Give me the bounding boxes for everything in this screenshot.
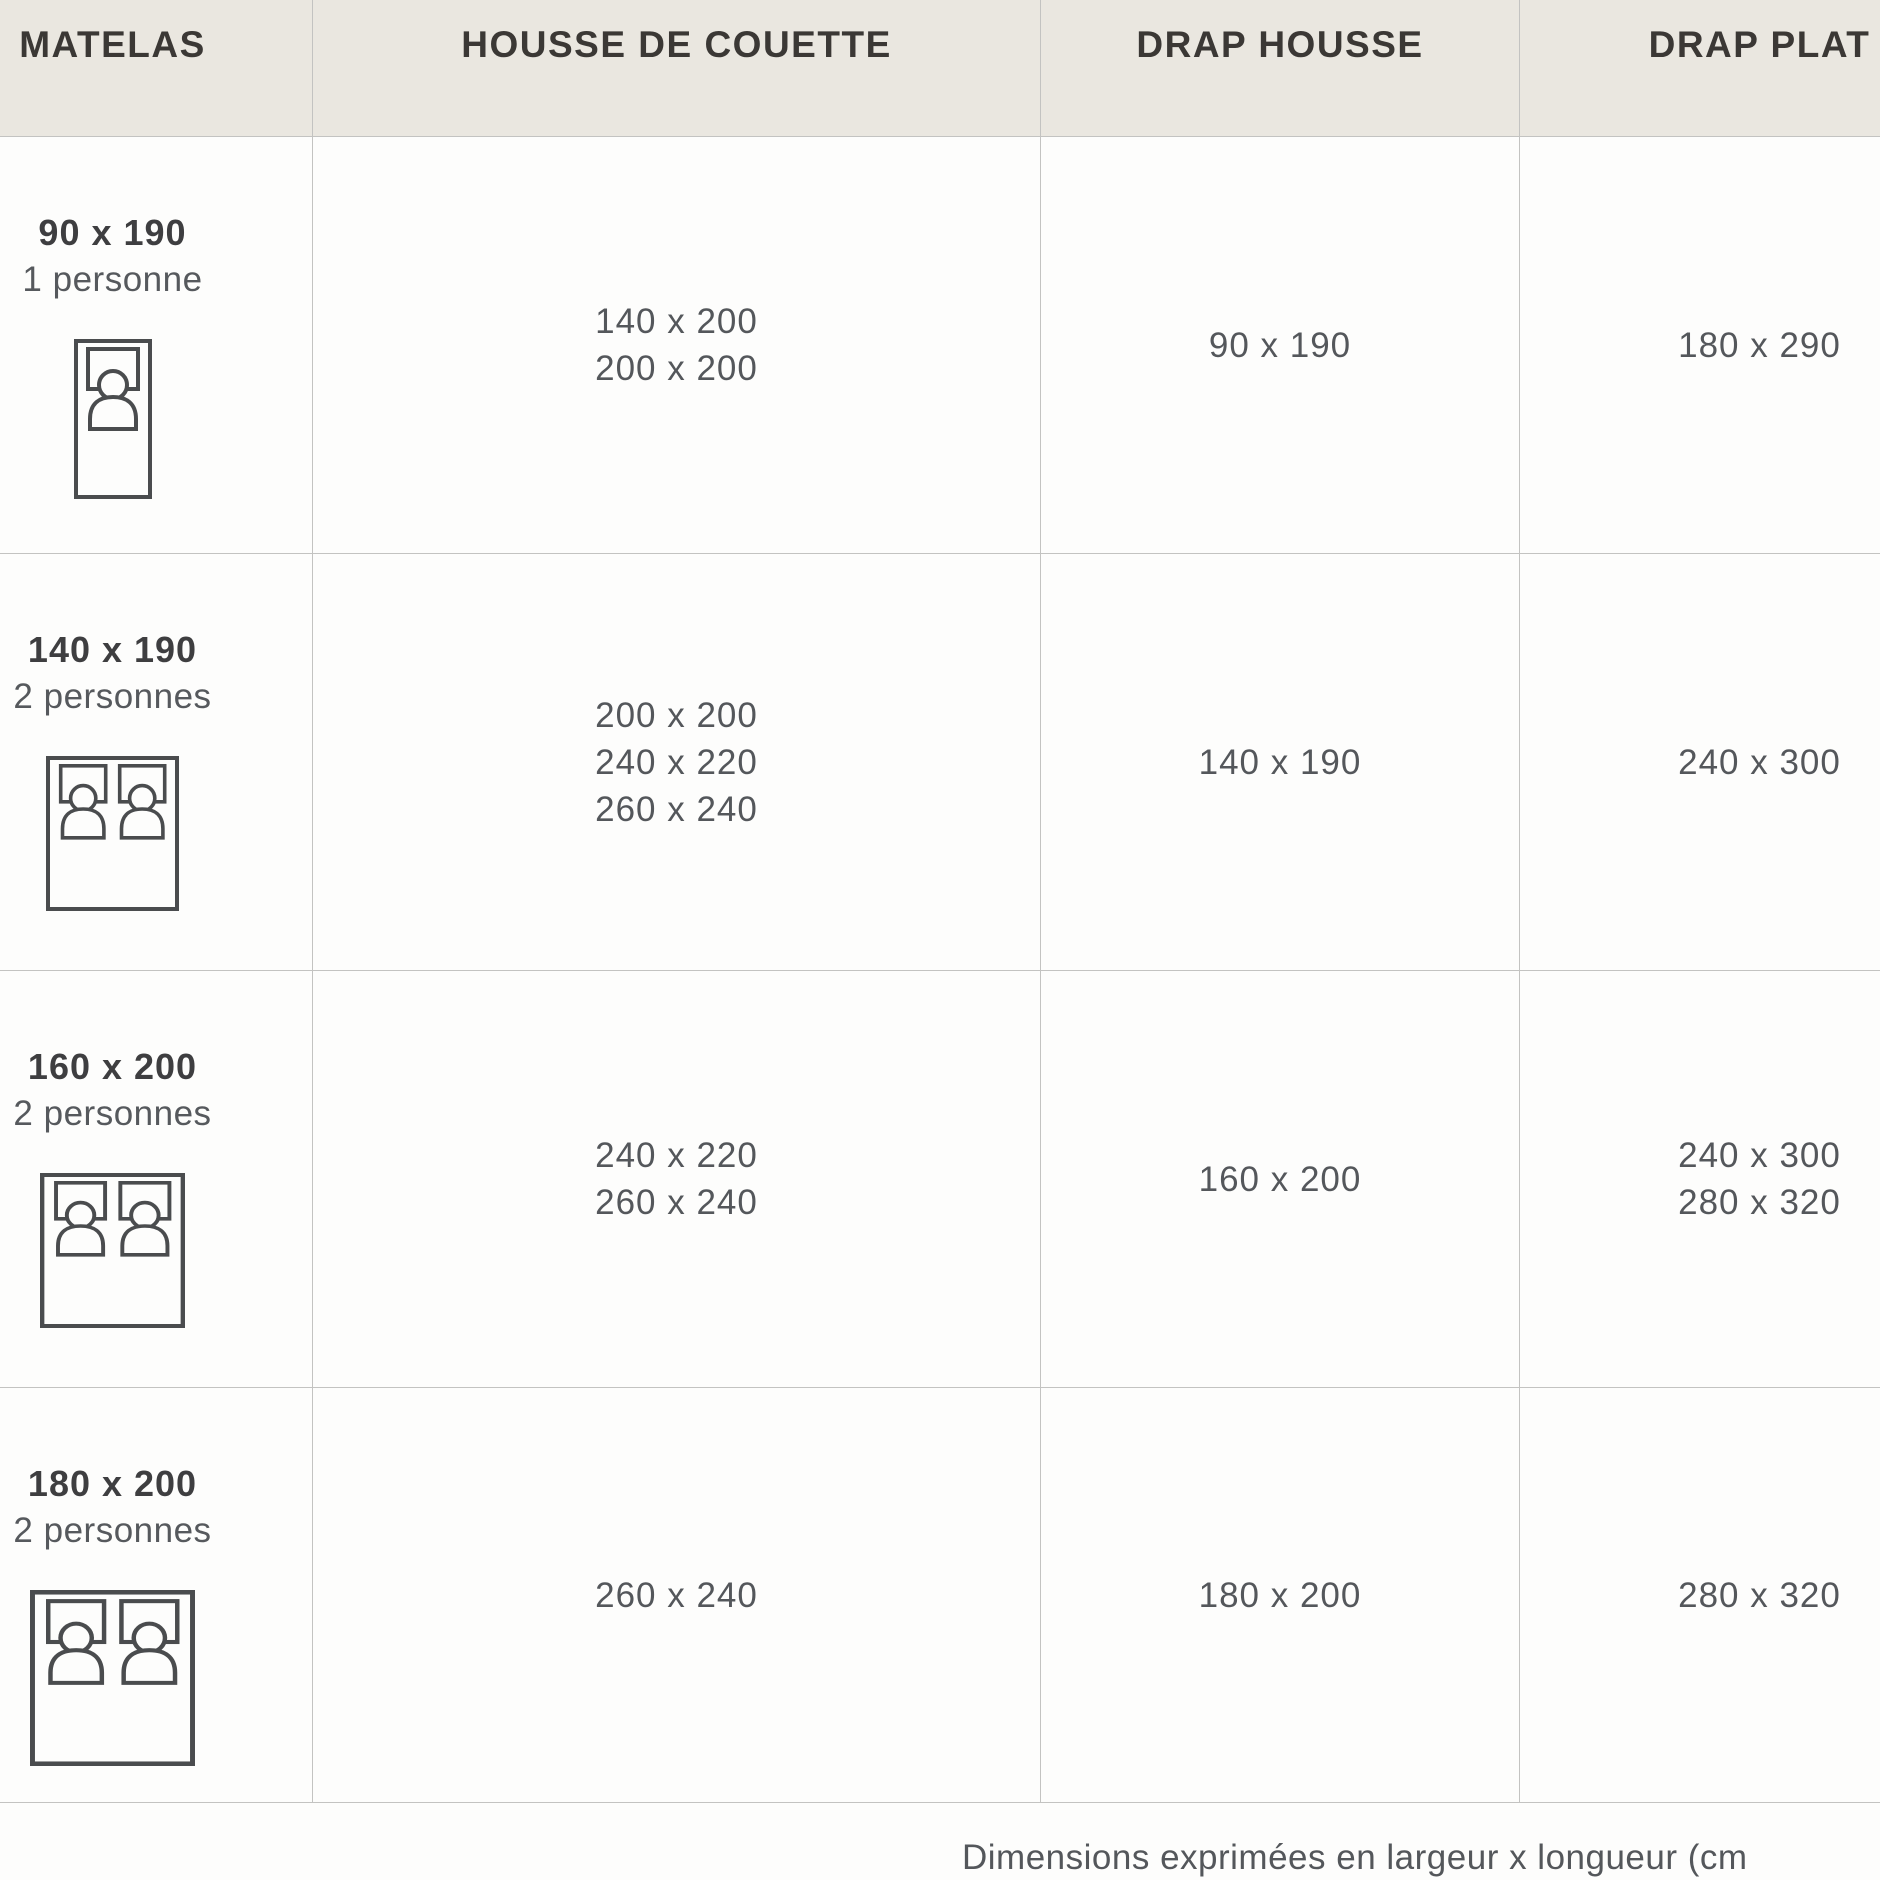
dimension-value: 180 x 200 bbox=[1198, 1575, 1362, 1615]
table-row-cell-drap-plat bbox=[1520, 971, 1880, 1388]
table-row-cell-drap-plat bbox=[1520, 554, 1880, 971]
dimension-value: 260 x 240 bbox=[595, 789, 758, 829]
table-row-cell-housse-de-couette bbox=[313, 137, 1041, 554]
dimension-value: 140 x 200 bbox=[595, 302, 758, 341]
capacity-label: 2 personnes bbox=[13, 677, 212, 716]
dimension-value: 260 x 240 bbox=[595, 1575, 758, 1615]
column-header-drap-plat: DRAP PLAT bbox=[1520, 0, 1880, 137]
table-row-cell-housse-de-couette bbox=[313, 971, 1041, 1388]
table-row-cell-drap-housse bbox=[1041, 137, 1520, 554]
mattress-size-label: 140 x 190 bbox=[27, 629, 198, 670]
column-header-drap-housse: DRAP HOUSSE bbox=[1041, 0, 1520, 137]
dimension-value: 180 x 290 bbox=[1678, 325, 1841, 365]
dimension-value: 90 x 190 bbox=[1208, 325, 1352, 365]
dimension-value: 280 x 320 bbox=[1678, 1183, 1841, 1222]
dimension-value: 200 x 200 bbox=[595, 695, 758, 735]
table-row-cell-drap-plat bbox=[1520, 137, 1880, 554]
dimension-value: 140 x 190 bbox=[1198, 742, 1362, 782]
column-header-housse-de-couette: HOUSSE DE COUETTE bbox=[313, 0, 1041, 137]
capacity-label: 2 personnes bbox=[13, 1094, 212, 1133]
table-row-cell-matelas bbox=[0, 971, 313, 1388]
table-row-cell-matelas bbox=[0, 1388, 313, 1803]
table-row-cell-housse-de-couette bbox=[313, 1388, 1041, 1803]
mattress-size-label: 90 x 190 bbox=[38, 212, 187, 253]
double-bed-icon bbox=[46, 756, 179, 911]
double-bed-icon bbox=[30, 1590, 195, 1766]
dimension-value: 240 x 300 bbox=[1678, 742, 1841, 782]
table-row-cell-matelas bbox=[0, 137, 313, 554]
table-row-cell-matelas bbox=[0, 554, 313, 971]
single-bed-icon bbox=[74, 339, 152, 499]
dimension-value: 200 x 200 bbox=[595, 349, 758, 388]
table-row-cell-drap-housse bbox=[1041, 971, 1520, 1388]
capacity-label: 2 personnes bbox=[13, 1511, 212, 1550]
double-bed-icon bbox=[40, 1173, 185, 1328]
dimension-value: 260 x 240 bbox=[595, 1183, 758, 1222]
table-row-cell-housse-de-couette bbox=[313, 554, 1041, 971]
dimension-value: 240 x 220 bbox=[595, 1136, 758, 1175]
capacity-label: 1 personne bbox=[22, 260, 203, 299]
dimension-value: 240 x 300 bbox=[1678, 1136, 1841, 1175]
table-row-cell-drap-plat bbox=[1520, 1388, 1880, 1803]
dimension-value: 160 x 200 bbox=[1198, 1159, 1362, 1199]
dimension-value: 240 x 220 bbox=[595, 742, 758, 782]
dimension-value: 280 x 320 bbox=[1678, 1575, 1841, 1615]
mattress-size-label: 180 x 200 bbox=[27, 1463, 198, 1504]
column-header-matelas: MATELAS bbox=[0, 0, 313, 137]
table-row-cell-drap-housse bbox=[1041, 1388, 1520, 1803]
dimensions-unit-note: Dimensions exprimées en largeur x longueur (cm bbox=[962, 1838, 1748, 1877]
mattress-size-label: 160 x 200 bbox=[27, 1046, 198, 1087]
table-row-cell-drap-housse bbox=[1041, 554, 1520, 971]
